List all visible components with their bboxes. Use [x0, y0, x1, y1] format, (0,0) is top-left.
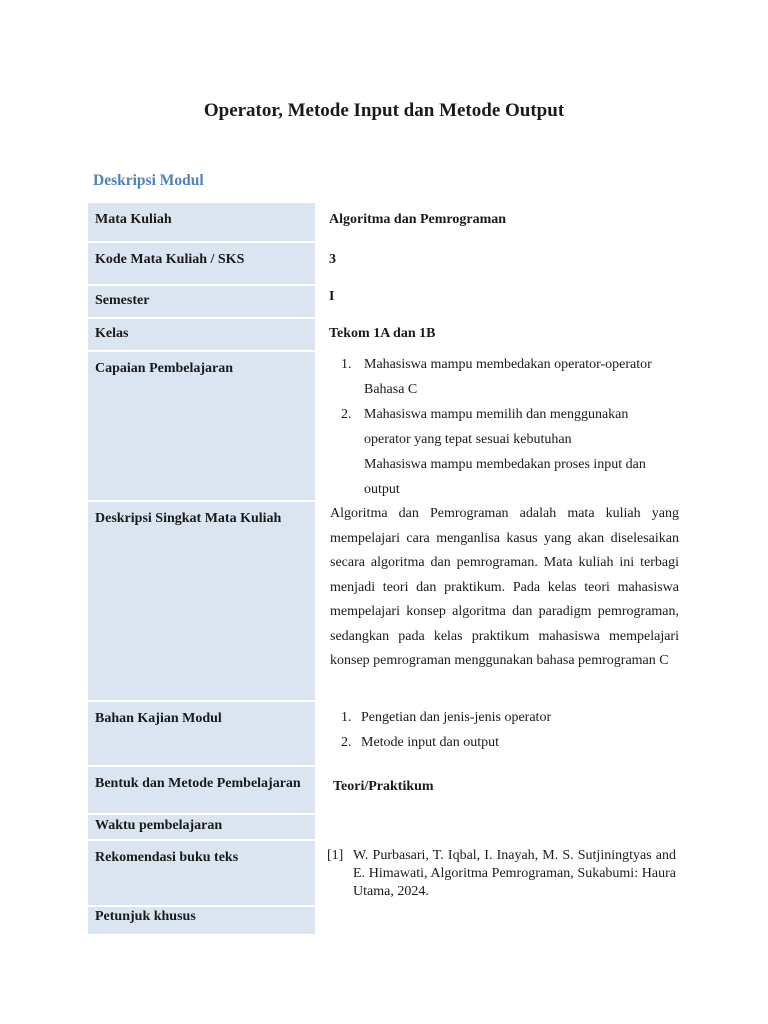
row-label: Kelas: [88, 319, 315, 350]
row-label: Mata Kuliah: [88, 203, 315, 241]
list-number: 1.: [341, 357, 352, 372]
row-value: [327, 702, 684, 765]
table-row-rekomendasi: [88, 841, 684, 905]
row-value: 3: [329, 252, 336, 267]
list-item: [341, 705, 674, 730]
row-value: [315, 352, 684, 500]
row-label: Petunjuk khusus: [88, 907, 315, 934]
row-label: Semester: [88, 286, 315, 317]
row-value: Tekom 1A dan 1B: [329, 326, 436, 341]
row-value: I: [329, 289, 335, 304]
row-value: Algoritma dan Pemrograman: [329, 212, 507, 227]
section-heading: Deskripsi Modul: [93, 172, 204, 189]
table-row-bahan: [88, 702, 684, 765]
table-row-semester: [88, 286, 684, 317]
list-number: 2.: [341, 735, 352, 750]
row-label: Bahan Kajian Modul: [88, 702, 315, 765]
row-value: [315, 815, 684, 839]
table-row-kode: [88, 243, 684, 284]
row-value: Teori/Praktikum: [333, 779, 434, 794]
reference-number: [1]: [327, 848, 344, 863]
table-row-deskripsi: [88, 502, 684, 700]
document-title: Operator, Metode Input dan Metode Output: [203, 100, 565, 121]
list-item: [341, 730, 674, 755]
list-number: 1.: [341, 710, 352, 725]
table-row-petunjuk: [88, 907, 684, 934]
list-extra-line: output: [364, 482, 400, 497]
row-label: Capaian Pembelajaran: [88, 352, 315, 500]
row-label: Kode Mata Kuliah / SKS: [88, 243, 315, 284]
table-row-capaian: [88, 352, 684, 500]
study-material-list: [341, 705, 674, 755]
list-extra-line: Mahasiswa mampu membedakan proses input dan: [364, 457, 646, 472]
row-label: Bentuk dan Metode Pembelajaran: [88, 767, 315, 813]
row-label: Deskripsi Singkat Mata Kuliah: [88, 502, 315, 700]
row-label: Waktu pembelajaran: [88, 815, 315, 839]
list-text: Mahasiswa mampu membedakan operator-operator: [364, 357, 652, 372]
list-number: 2.: [341, 407, 352, 422]
reference-entry: [327, 847, 676, 901]
table-row-bentuk: [88, 767, 684, 813]
list-text-continued: operator yang tepat sesuai kebutuhan: [364, 432, 572, 447]
list-text-continued: Bahasa C: [364, 382, 418, 397]
list-text: Pengetian dan jenis-jenis operator: [361, 710, 552, 725]
row-value: [327, 841, 676, 905]
list-item: [329, 352, 674, 402]
description-paragraph: Algoritma dan Pemrograman adalah mata kuliah yang mempelajari cara menganlisa kasus yang akan diselesaikan secara algoritma dan pemrograman. Mata kuliah ini terbagi menjadi teori dan praktikum. Pada kelas teori mahasiswa mempelajari konsep algoritma dan paradigm pemrograman, sedangkan pada kelas praktikum mahasiswa mempelajari konsep pemrograman menggunakan bahasa pemrograman C: [330, 506, 679, 668]
table-row-mata-kuliah: [88, 203, 684, 241]
list-text: Mahasiswa mampu memilih dan menggunakan: [364, 407, 629, 422]
table-row-waktu: [88, 815, 684, 839]
list-item: [329, 402, 674, 452]
table-row-kelas: [88, 319, 684, 350]
row-label: Rekomendasi buku teks: [88, 841, 315, 905]
list-text: Metode input dan output: [361, 735, 500, 750]
row-value: [315, 907, 684, 934]
learning-outcomes-list: [329, 352, 674, 452]
reference-text: W. Purbasari, T. Iqbal, I. Inayah, M. S. Sutjiningtyas and E. Himawati, Algoritma Pemrograman, Sukabumi: Haura Utama, 2024.: [353, 848, 676, 899]
row-value: [329, 502, 684, 700]
